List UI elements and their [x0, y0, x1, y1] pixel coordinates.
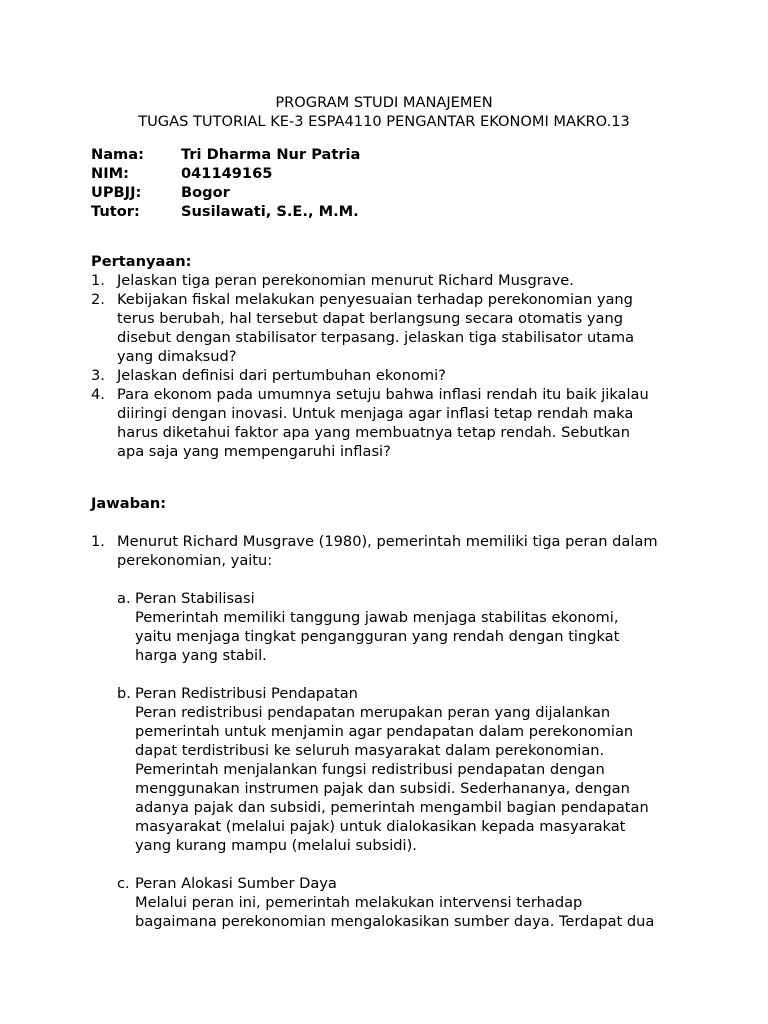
sub-line: menggunakan instrumen pajak dan subsidi. Sederhananya, dengan	[135, 780, 630, 797]
name-value: Tri Dharma Nur Patria	[181, 146, 361, 163]
answer-number: 1.	[91, 533, 105, 550]
sub-line: yang kurang mampu (melalui subsidi).	[135, 837, 417, 854]
sub-letter: a.	[117, 590, 131, 607]
question-number: 3.	[91, 367, 105, 384]
assignment-title: TUGAS TUTORIAL KE-3 ESPA4110 PENGANTAR EKONOMI MAKRO.13	[138, 113, 630, 130]
sub-title: Peran Alokasi Sumber Daya	[135, 875, 337, 892]
sub-line: adanya pajak dan subsidi, pemerintah mengambil bagian pendapatan	[135, 799, 649, 816]
question-line: Para ekonom pada umumnya setuju bahwa inflasi rendah itu baik jikalau	[117, 386, 649, 403]
question-number: 4.	[91, 386, 105, 403]
sub-letter: c.	[117, 875, 130, 892]
answer-line: Menurut Richard Musgrave (1980), pemerintah memiliki tiga peran dalam	[117, 533, 658, 550]
question-line: apa saja yang mempengaruhi inflasi?	[117, 443, 391, 460]
tutor-value: Susilawati, S.E., M.M.	[181, 203, 359, 220]
tutor-label: Tutor:	[91, 203, 140, 220]
answers-heading: Jawaban:	[91, 495, 167, 512]
answer-line: perekonomian, yaitu:	[117, 552, 273, 569]
sub-line: Pemerintah memiliki tanggung jawab menjaga stabilitas ekonomi,	[135, 609, 619, 626]
sub-line: masyarakat (melalui pajak) untuk dialokasikan kepada masyarakat	[135, 818, 626, 835]
upbjj-value: Bogor	[181, 184, 230, 201]
question-line: Jelaskan tiga peran perekonomian menurut Richard Musgrave.	[117, 272, 574, 289]
question-line: Jelaskan definisi dari pertumbuhan ekonomi?	[117, 367, 446, 384]
program-title: PROGRAM STUDI MANAJEMEN	[275, 94, 493, 111]
sub-line: pemerintah untuk menjamin agar pendapatan dalam perekonomian	[135, 723, 634, 740]
name-label: Nama:	[91, 146, 144, 163]
questions-heading: Pertanyaan:	[91, 253, 192, 270]
question-line: diiringi dengan inovasi. Untuk menjaga agar inflasi tetap rendah maka	[117, 405, 634, 422]
sub-line: harga yang stabil.	[135, 647, 267, 664]
sub-line: yaitu menjaga tingkat pengangguran yang rendah dengan tingkat	[135, 628, 620, 645]
question-line: Kebijakan fiskal melakukan penyesuaian terhadap perekonomian yang	[117, 291, 633, 308]
sub-line: Pemerintah menjalankan fungsi redistribusi pendapatan dengan	[135, 761, 605, 778]
nim-label: NIM:	[91, 165, 130, 182]
question-number: 2.	[91, 291, 105, 308]
question-number: 1.	[91, 272, 105, 289]
sub-title: Peran Redistribusi Pendapatan	[135, 685, 358, 702]
nim-value: 041149165	[181, 165, 273, 182]
sub-line: Melalui peran ini, pemerintah melakukan intervensi terhadap	[135, 894, 583, 911]
sub-letter: b.	[117, 685, 131, 702]
question-line: yang dimaksud?	[117, 348, 237, 365]
question-line: terus berubah, hal tersebut dapat berlangsung secara otomatis yang	[117, 310, 623, 327]
question-line: harus diketahui faktor apa yang membuatnya tetap rendah. Sebutkan	[117, 424, 630, 441]
sub-line: bagaimana perekonomian mengalokasikan sumber daya. Terdapat dua	[135, 913, 655, 930]
upbjj-label: UPBJJ:	[91, 184, 142, 201]
sub-line: Peran redistribusi pendapatan merupakan peran yang dijalankan	[135, 704, 611, 721]
sub-line: dapat terdistribusi ke seluruh masyarakat dalam perekonomian.	[135, 742, 605, 759]
sub-title: Peran Stabilisasi	[135, 590, 255, 607]
question-line: disebut dengan stabilisator terpasang. jelaskan tiga stabilisator utama	[117, 329, 635, 346]
